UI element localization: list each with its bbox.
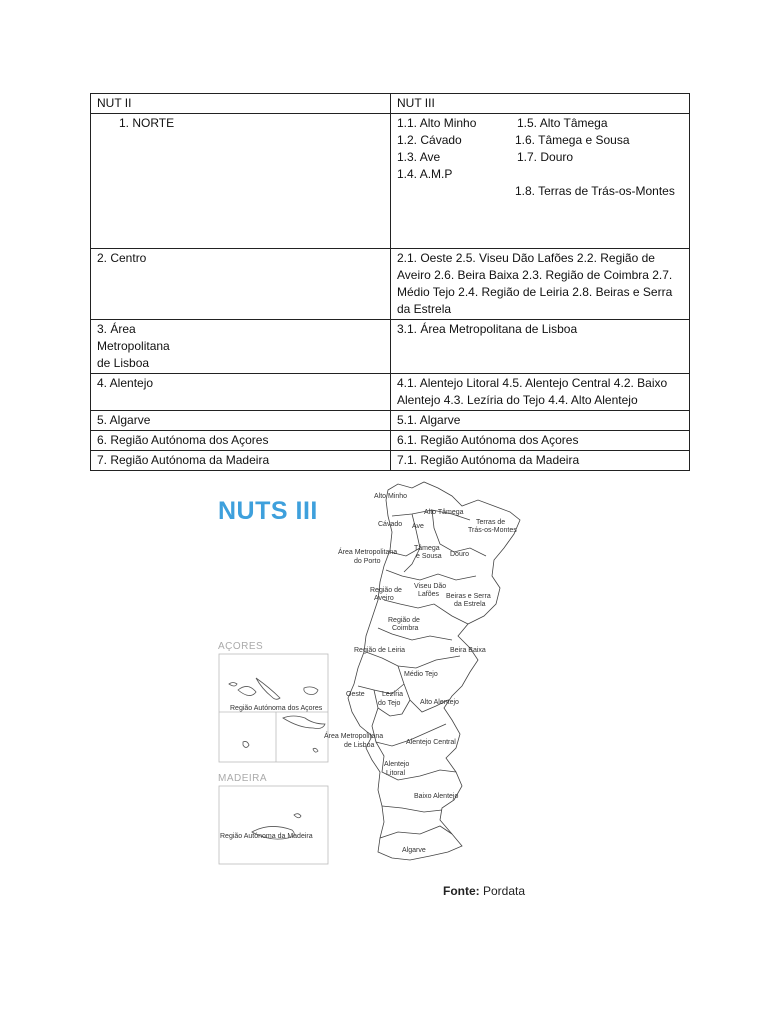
label-oeste: Oeste [346, 691, 365, 698]
label-viseu [414, 583, 448, 598]
source-credit [443, 884, 525, 898]
nut3-cell: 2.1. Oeste 2.5. Viseu Dão Lafões 2.2. Região de Aveiro 2.6. Beira Baixa 2.3. Região de Coimbra 2.7. Médio Tejo 2.4. Região de Leiria 2.8. Beiras e Serra da Estrela [391, 249, 690, 320]
nut3-item: 1.2. Cávado [397, 133, 462, 147]
header-nut3: NUT III [391, 94, 690, 114]
nut3-item: 1.5. Alto Tâmega [517, 116, 608, 130]
label-leziria-l1: Lezíria [382, 691, 404, 698]
label-aveiro [370, 587, 404, 602]
map-title: NUTS III [218, 497, 318, 525]
region-labels [220, 493, 517, 854]
label-beiras-l1: Beiras e Serra [446, 593, 491, 600]
label-douro: Douro [450, 551, 470, 558]
label-terras-l2: Trás-os-Montes [468, 527, 517, 534]
label-amp [338, 547, 399, 565]
label-ave: Ave [412, 523, 424, 530]
source-value: Pordata [483, 884, 526, 898]
nut3-cell: 5.1. Algarve [391, 411, 690, 431]
nut3-item: 1.8. Terras de Trás-os-Montes [515, 184, 675, 198]
label-amp-l1: Área Metropolitana [338, 549, 398, 556]
nut3-cell: 4.1. Alentejo Litoral 4.5. Alentejo Central 4.2. Baixo Alentejo 4.3. Lezíria do Tejo 4.4. Alto Alentejo [391, 374, 690, 411]
nut3-cell: 7.1. Região Autónoma da Madeira [391, 451, 690, 471]
label-beiras-serra [446, 593, 493, 608]
label-terras [468, 519, 517, 534]
label-coimbra [388, 617, 422, 632]
header-nut2: NUT II [91, 94, 391, 114]
label-terras-l1: Terras de [476, 519, 506, 526]
label-alto-alentejo: Alto Alentejo [420, 699, 459, 706]
nut2-cell: 4. Alentejo [91, 374, 391, 411]
label-tamega-l1: Tâmega [414, 545, 440, 552]
label-litoral-l2: Litoral [386, 770, 406, 777]
nut2-cell: 7. Região Autónoma da Madeira [91, 451, 391, 471]
label-viseu-l2: Lafões [418, 591, 440, 598]
label-beiras-l2: da Estrela [454, 601, 486, 608]
madeira-inset [219, 786, 328, 864]
label-tamega-sousa [414, 545, 442, 560]
label-madeira: Região Autónoma da Madeira [220, 833, 313, 840]
label-litoral-l1: Alentejo [384, 761, 410, 768]
label-beira-baixa: Beira Baixa [450, 647, 486, 654]
label-lisboa-l2: de Lisboa [344, 742, 375, 749]
nut3-item: 1.7. Douro [517, 150, 574, 164]
nut3-item: 1.3. Ave [397, 150, 441, 164]
label-leziria [378, 691, 405, 707]
inset-label-madeira: MADEIRA [218, 773, 268, 784]
nut3-item: 1.4. A.M.P [397, 167, 453, 181]
inset-label-acores: AÇORES [218, 641, 264, 652]
label-alto-minho: Alto Minho [374, 493, 408, 500]
label-alentejo-litoral [384, 761, 411, 777]
label-aveiro-l1: Região de [370, 587, 402, 594]
label-tamega-l2: e Sousa [416, 553, 442, 560]
label-amp-l2: do Porto [354, 558, 381, 565]
nut2-cell: 5. Algarve [91, 411, 391, 431]
nut3-cell: 3.1. Área Metropolitana de Lisboa [391, 320, 690, 374]
label-cavado: Cávado [378, 521, 403, 528]
nut2-cell: 6. Região Autónoma dos Açores [91, 431, 391, 451]
label-medio-tejo: Médio Tejo [404, 671, 438, 678]
acores-islands [229, 678, 325, 752]
label-lisboa [324, 731, 385, 749]
label-acores: Região Autónoma dos Açores [230, 705, 323, 712]
nut2-cell: 1. NORTE [91, 114, 391, 249]
label-leziria-l2: do Tejo [378, 700, 401, 707]
label-leiria: Região de Leiria [354, 647, 405, 654]
label-algarve: Algarve [402, 847, 426, 854]
label-lisboa-l1: Área Metropolitana [324, 733, 384, 740]
source-label: Fonte: [443, 884, 480, 898]
nut3-item: 1.6. Tâmega e Sousa [515, 133, 630, 147]
label-aveiro-l2: Aveiro [374, 595, 394, 602]
label-coimbra-l1: Região de [388, 617, 420, 624]
label-alto-tamega: Alto Tâmega [424, 509, 464, 516]
nut2-cell: 3. Área Metropolitana de Lisboa [91, 320, 391, 374]
label-viseu-l1: Viseu Dão [414, 583, 447, 590]
label-coimbra-l2: Coimbra [392, 625, 419, 632]
label-baixo-alentejo: Baixo Alentejo [414, 793, 459, 800]
nut3-cell: 6.1. Região Autónoma dos Açores [391, 431, 690, 451]
label-alentejo-central: Alentejo Central [406, 739, 456, 746]
nut2-cell: 2. Centro [91, 249, 391, 320]
nut3-item: 1.1. Alto Minho [397, 116, 477, 130]
